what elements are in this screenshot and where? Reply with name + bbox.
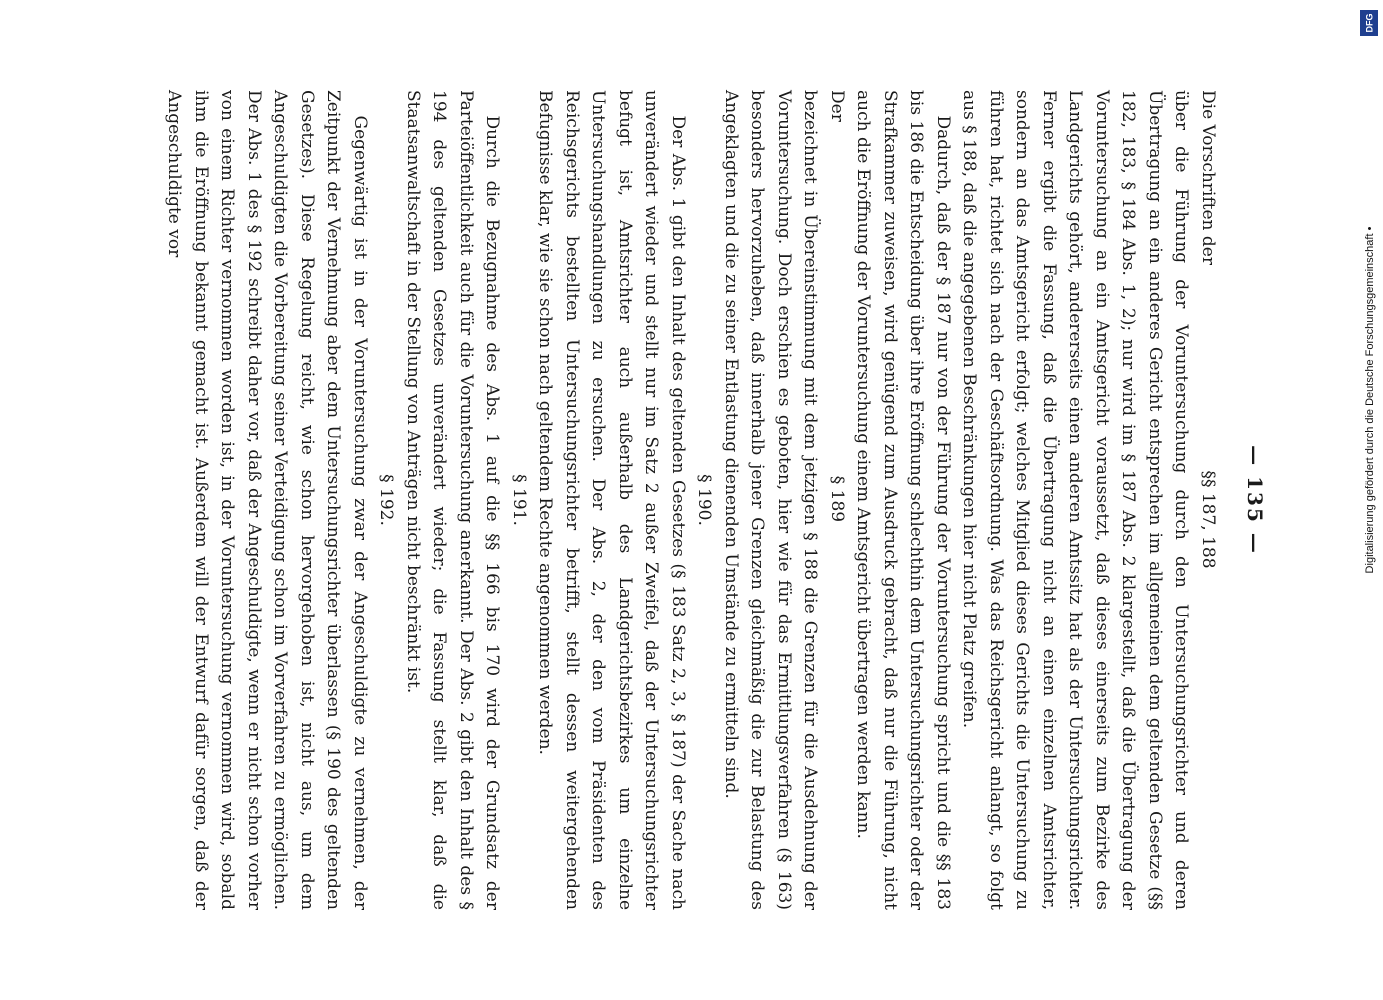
paragraph: Durch die Bezugnahme des Abs. 1 auf die §§ 166 bis 170 wird der Grundsatz der Parteiöffentlichkeit auch für die Voruntersuchung anerkannt. Der Abs. 2 gibt den Inhalt des § 194 des geltenden Gesetzes unverändert wieder; die Fassung stellt klar, daß die Staatsanwaltschaft in der Stellung von Anträgen nicht beschränkt ist. bbox=[403, 90, 503, 910]
page-body bbox=[161, 90, 1221, 910]
section-heading-189 bbox=[824, 90, 851, 910]
heading-sections: §§ 187, 188 bbox=[1198, 470, 1218, 569]
paragraph: Gegenwärtig ist in der Voruntersuchung zwar der Angeschuldigte zu vernehmen, der Zeitpunkt der Vernehmung aber dem Untersuchungsrichter überlassen (§ 190 des geltenden Gesetzes). Diese Regelung reicht, wie schon hervorgehoben ist, nicht aus, um dem Angeschuldigten die Vorbereitung seiner Verteidigung schon im Vorverfahren zu ermöglichen. Der Abs. 1 des § 192 schreibt daher vor, daß der Angeschuldigte, wenn er nicht schon vorher von einem Richter vernommen worden ist, in der Voruntersuchung vernommen wird, sobald ihm die Eröffnung bekannt gemacht ist. Außerdem will der Entwurf dafür sorgen, daß der Angeschuldigte vor bbox=[164, 90, 370, 910]
rotated-document-page bbox=[101, 60, 1281, 940]
dfg-logo-icon: DFG bbox=[1360, 10, 1378, 36]
section-number: § 190. bbox=[694, 474, 715, 526]
funding-sidebar bbox=[1357, 0, 1383, 1000]
paragraph: über die Führung der Voruntersuchung durch den Untersuchungsrichter und deren Übertragung an ein anderes Gericht entsprechen im allgemeinen dem geltenden Gesetze (§§ 182, 183, § 184 Abs. 1, 2); nur wird im § 187 Abs. 2 klargestellt, daß die Übertragung der Voruntersuchung an ein Amtsgericht voraussetzt, daß dieses einerseits zum Bezirke des Landgerichts gehört, andererseits einen anderen Amtssitz hat als der Untersuchungsrichter. Ferner ergibt die Fassung, daß die Übertragung nicht an einen einzelnen Amtsrichter, sondern an das Amtsgericht erfolgt; welches Mitglied dieses Gerichts die Untersuchung zu führen hat, richtet sich nach der Geschäftsordnung. Was das Reichsgericht anlangt, so folgt aus § 188, daß die angegebenen Beschränkungen hier nicht Platz greifen. bbox=[959, 90, 1192, 910]
page-number: — 135 — bbox=[1243, 445, 1267, 555]
heading-der: Der bbox=[827, 90, 847, 122]
paragraph: bezeichnet in Übereinstimmung mit dem jetzigen § 188 die Grenzen für die Ausdehnung der Voruntersuchung. Doch erschien es geboten, hier wie für das Ermittlungsverfahren (§ 163) besonders hervorzuheben, daß innerhalb jener Grenzen gleichmäßig die zur Belastung des Angeklagten und die zu seiner Entlastung dienenden Umstände zu ermitteln sind. bbox=[721, 90, 821, 910]
section-number: § 192. bbox=[376, 474, 397, 526]
heading-intro: Die Vorschriften der bbox=[1198, 90, 1218, 265]
section-number: § 189 bbox=[827, 475, 847, 523]
paragraph: Dadurch, daß der § 187 nur von der Führung der Voruntersuchung spricht und die §§ 183 bis 186 die Entscheidung über ihre Eröffnung schlechthin dem Untersuchungsrichter oder der Strafkammer zuweisen, wird genügend zum Ausdruck gebracht, daß nur die Führung, nicht auch die Eröffnung der Voruntersuchung einem Amtsgericht übertragen werden kann. bbox=[853, 90, 953, 910]
paragraph: Der Abs. 1 gibt den Inhalt des geltenden Gesetzes (§ 183 Satz 2, 3, § 187) der Sache nach unverändert wieder und stellt nur im Satz 2 außer Zweifel, daß der Untersuchungsrichter befugt ist, Amtsrichter auch außerhalb des Landgerichtsbezirkes um einzelne Untersuchungshandlungen zu ersuchen. Der Abs. 2, der den vom Präsidenten des Reichsgerichts bestellten Untersuchungsrichter betrifft, stellt dessen weitergehenden Befugnisse klar, wie sie schon nach geltendem Rechte angenommen werden. bbox=[535, 90, 688, 910]
section-heading-187-188 bbox=[1195, 90, 1222, 910]
section-number: § 191. bbox=[509, 474, 529, 526]
funding-credit: Digitalisierung gefördert durch die Deutsche Forschungsgemeinschaft • bbox=[1364, 226, 1376, 574]
